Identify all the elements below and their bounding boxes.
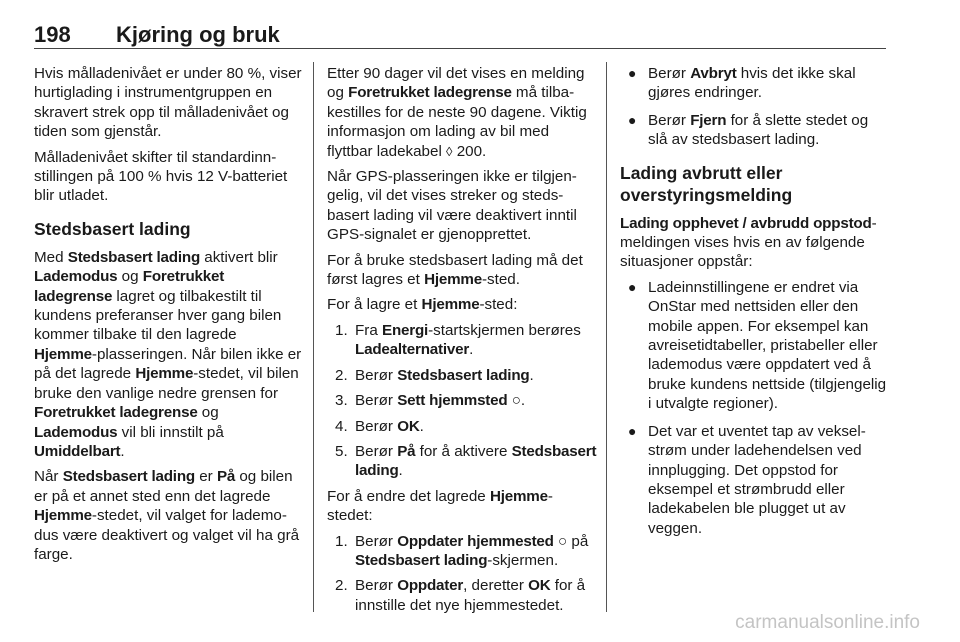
- paragraph: Hvis målladenivået er under 80 %, viser hurtiglading i instrumentgruppen en skravert strek opp til målladenivået og tiden som gjenstår.: [34, 65, 302, 141]
- column-3: [620, 64, 888, 546]
- page-title: Kjøring og bruk: [116, 22, 280, 47]
- paragraph: For å lagre et Hjemme-sted:: [327, 296, 518, 314]
- paragraph: Etter 90 dager vil det vises en melding og Foretrukket ladegrense må tilbakestilles for de neste 90 dagene. Viktig informasjon om lading av bil med flyttbar ladekabel ◊ 200.: [327, 65, 587, 160]
- list-item: 2. Berør Stedsbasert lading.: [335, 366, 534, 384]
- column-divider: [313, 62, 314, 612]
- list-item: 1. Berør Oppdater hjemmested ○ på Stedsbasert lading-skjermen.: [335, 532, 589, 569]
- paragraph: Lading opphevet / avbrudd oppstod-meldingen vises hvis en av følgende situasjoner oppstår:: [620, 214, 877, 271]
- numbered-list-save-home: [327, 321, 597, 481]
- list-item: ● Berør Avbryt hvis det ikke skal gjøres endringer.: [628, 65, 856, 102]
- list-item: 1. Fra Energi-startskjermen berøres Ladealternativer.: [335, 321, 581, 359]
- list-item: ● Berør Fjern for å slette stedet og slå av stedsbasert lading.: [628, 111, 869, 149]
- list-item: 4. Berør OK.: [335, 417, 424, 435]
- bullet-icon: ●: [628, 422, 637, 439]
- list-item: ● Det var et uventet tap av vekselstrøm under ladehendelsen ved innplugging. Det oppstod for eksempel et strømbrudd eller ladekabelen ble plugget ut av veggen.: [628, 422, 866, 537]
- page-reference-icon: ◊: [446, 143, 453, 159]
- list-item: 2. Berør Oppdater, deretter OK for å innstille det nye hjemmestedet.: [335, 577, 586, 614]
- paragraph: Med Stedsbasert lading aktivert blir Lademodus og Foretrukket ladegrense lagret og tilbakestilt til kundens preferanser hver gang bilen kommer tilbake til den lagrede Hjemme-plasseringen. Når bilen ikke er på det lagrede Hjemme-stedet, vil bilen bruke den vanlige nedre grensen for Foretrukket ladegrense og Lademodus vil bli innstilt på Umiddelbart.: [34, 248, 302, 460]
- column-2: [327, 64, 597, 621]
- list-item: 3. Berør Sett hjemmsted ○.: [335, 392, 526, 410]
- header-rule: [34, 48, 886, 49]
- section-heading: Stedsbasert lading: [34, 218, 191, 239]
- paragraph: For å endre det lagrede Hjemme-stedet:: [327, 487, 553, 525]
- watermark: carmanualsonline.info: [735, 612, 920, 633]
- paragraph: Målladenivået skifter til standardinnstillingen på 100 % hvis 12 V-batteriet blir utladet.: [34, 148, 288, 205]
- paragraph: For å bruke stedsbasert lading må det først lagres et Hjemme-sted.: [327, 251, 583, 289]
- paragraph: Når GPS-plasseringen ikke er tilgjengelig, vil det vises streker og stedsbasert lading vil være deaktivert inntil GPS-signalet er gjenopprettet.: [327, 168, 577, 244]
- paragraph: Når Stedsbasert lading er På og bilen er på et annet sted enn det lagrede Hjemme-stedet, vil valget for lademodus være deaktivert og valget vil ha grå farge.: [34, 468, 300, 563]
- numbered-list-change-home: [327, 532, 597, 616]
- section-heading: Lading avbrutt eller overstyringsmelding: [620, 162, 793, 205]
- bullet-list-situations: [620, 278, 888, 538]
- list-item: ● Ladeinnstillingene er endret via OnStar med nettsiden eller den mobile appen. For eksempel kan avreisetidtabeller, pristabeller eller lademodus være oppdatert ved å bruke kundens nettside (tilgjengelig i utvalgte regioner).: [628, 278, 887, 413]
- page-number: 198: [34, 22, 71, 47]
- page-header: [34, 22, 280, 50]
- bullet-icon: ●: [628, 65, 637, 81]
- list-item: 5. Berør På for å aktivere Stedsbasert lading.: [335, 442, 597, 480]
- column-1: [34, 64, 302, 570]
- bullet-icon: ●: [628, 278, 637, 295]
- column-divider: [606, 62, 607, 612]
- bullet-list-actions: [620, 64, 888, 150]
- bullet-icon: ●: [628, 111, 637, 128]
